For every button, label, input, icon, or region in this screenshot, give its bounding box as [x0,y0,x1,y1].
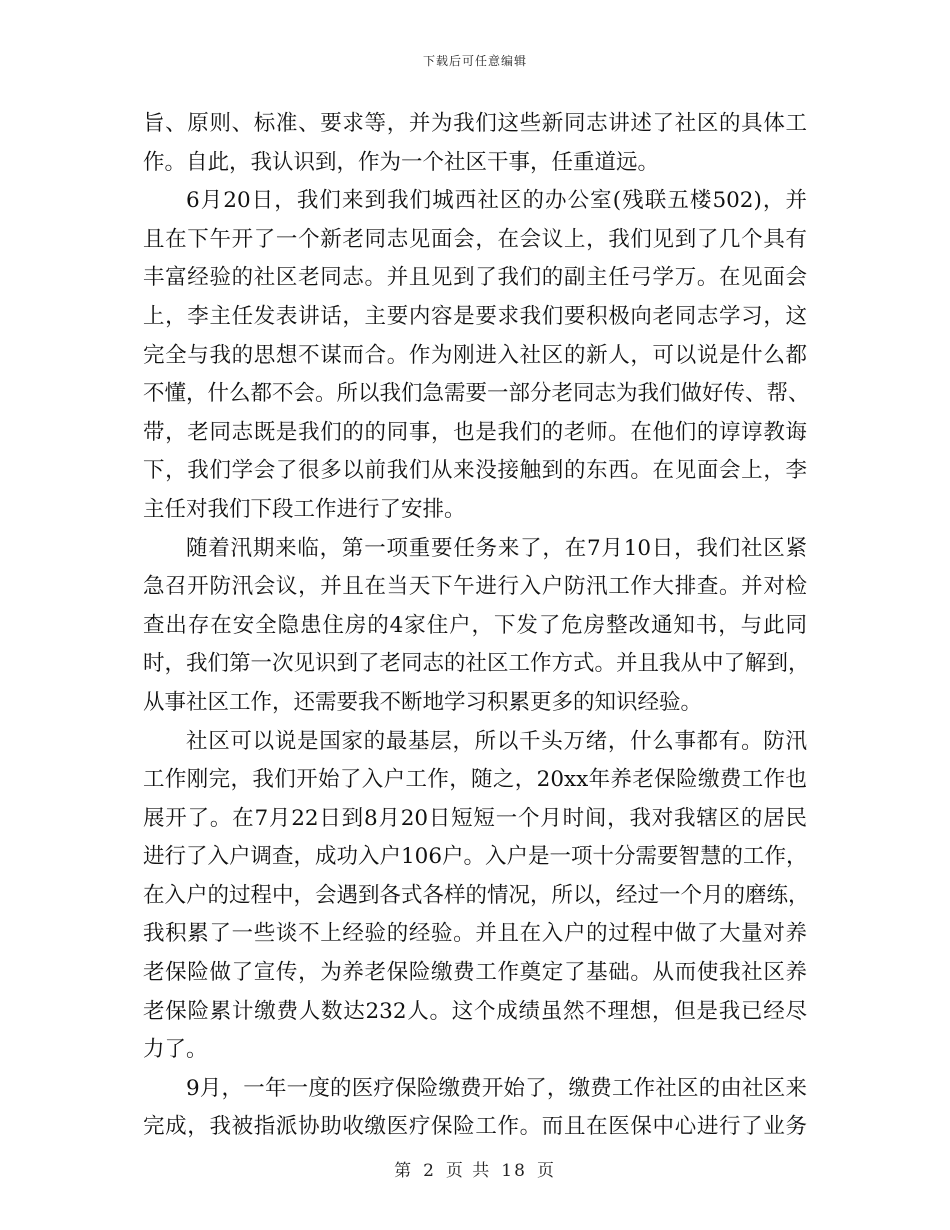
footer-prefix: 第 [394,1161,414,1181]
text-line: 完成，我被指派协助收缴医疗保险工作。而且在医保中心进行了业务 [143,1114,807,1140]
text-line: 不懂，什么都不会。所以我们急需要一部分老同志为我们做好传、帮、 [143,381,810,407]
text-line: 我积累了一些谈不上经验的经验。并且在入户的过程中做了大量对养 [143,921,807,947]
text-line: 且在下午开了一个新老同志见面会，在会议上，我们见到了几个具有 [143,226,807,252]
text-line: 完全与我的思想不谋而合。作为刚进入社区的新人，可以说是什么都 [143,342,807,368]
text-line: 上，李主任发表讲话，主要内容是要求我们要积极向老同志学习，这 [143,303,807,329]
text-line: 6月20日，我们来到我们城西社区的办公室(残联五楼502)，并 [186,188,807,214]
text-line: 随着汛期来临，第一项重要任务来了，在7月10日，我们社区紧 [186,535,807,561]
text-line: 急召开防汛会议，并且在当天下午进行入户防汛工作大排查。并对检 [143,574,807,600]
text-line: 查出存在安全隐患住房的4家住户，下发了危房整改通知书，与此同 [143,612,807,638]
text-line: 在入户的过程中，会遇到各式各样的情况，所以，经过一个月的磨练， [143,882,810,908]
text-line: 老保险做了宣传，为养老保险缴费工作奠定了基础。从而使我社区养 [143,960,807,986]
text-line: 9月，一年一度的医疗保险缴费开始了，缴费工作社区的由社区来 [186,1075,807,1101]
text-line: 展开了。在7月22日到8月20日短短一个月时间，我对我辖区的居民 [143,805,807,831]
text-line: 带，老同志既是我们的的同事，也是我们的老师。在他们的谆谆教诲 [143,419,807,445]
text-line: 时，我们第一次见识到了老同志的社区工作方式。并且我从中了解到， [143,651,810,677]
text-line: 下，我们学会了很多以前我们从来没接触到的东西。在见面会上，李 [143,458,807,484]
text-line: 工作刚完，我们开始了入户工作，随之，20xx年养老保险缴费工作也 [143,767,807,793]
footer-middle: 页 共 [445,1161,492,1181]
document-body [143,105,810,1147]
footer-suffix: 页 [536,1161,556,1181]
text-line: 老保险累计缴费人数达232人。这个成绩虽然不理想，但是我已经尽 [143,998,807,1024]
page-footer [0,1156,950,1181]
page-header-note: 下载后可任意编辑 [422,54,527,68]
text-line: 旨、原则、标准、要求等，并为我们这些新同志讲述了社区的具体工 [143,111,807,136]
text-line: 丰富经验的社区老同志。并且见到了我们的副主任弓学万。在见面会 [143,265,807,291]
text-line: 主任对我们下段工作进行了安排。 [143,496,466,522]
text-line: 力了。 [143,1037,208,1063]
text-line: 进行了入户调查，成功入户106户。入户是一项十分需要智慧的工作， [143,844,808,870]
footer-total-pages: 18 [501,1161,527,1181]
text-line: 社区可以说是国家的最基层，所以千头万绪，什么事都有。防汛 [186,728,807,754]
footer-page-number: 2 [423,1161,436,1181]
text-line: 从事社区工作，还需要我不断地学习积累更多的知识经验。 [143,689,703,715]
text-line: 作。自此，我认识到，作为一个社区干事，任重道远。 [143,149,660,175]
